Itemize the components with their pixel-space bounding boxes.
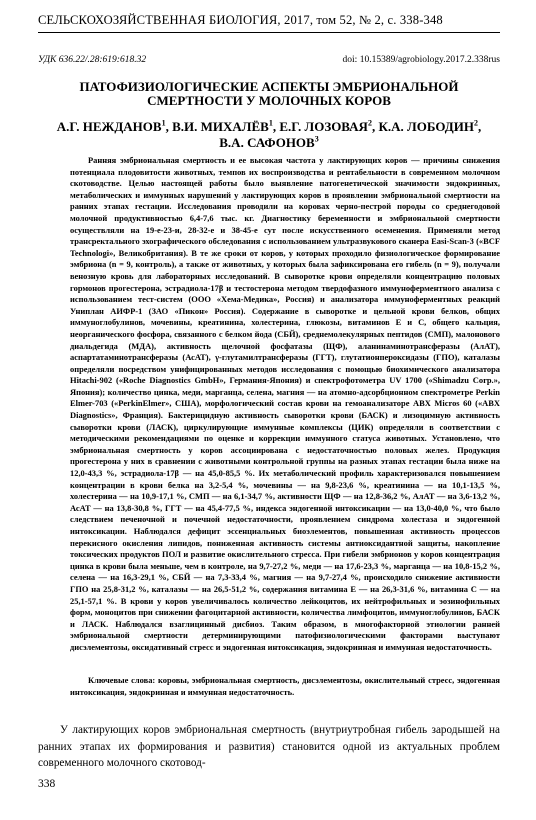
keywords-text: Ключевые слова: коровы, эмбриональная смертность, дисэлементозы, окислительный стресс, эндогенная интоксикация, эндокринная и иммунная недостаточность. bbox=[70, 675, 500, 697]
abstract bbox=[70, 155, 500, 654]
article-title-line-1: ПАТОФИЗИОЛОГИЧЕСКИЕ АСПЕКТЫ ЭМБРИОНАЛЬНОЙ bbox=[79, 79, 459, 94]
author: Е.Г. ЛОЗОВАЯ$^2$, bbox=[279, 118, 379, 134]
author: А.Г. НЕЖДАНОВ$^1$, bbox=[56, 118, 173, 134]
intro-paragraph bbox=[38, 722, 500, 772]
page-number: 338 bbox=[38, 778, 56, 790]
keywords bbox=[70, 675, 500, 698]
article-title bbox=[38, 80, 500, 108]
abstract-text: Ранняя эмбриональная смертность и ее высокая частота у лактирующих коров — причины снижения потенциала плодовитости животных, темпов их воспроизводства и рентабельности в современном молочном скотоводстве. Целью настоящей работы было выявление патогенетической значимости эндокринных, метаболических и иммунных нарушений у лактирующих коров в проявлении эмбриональной смертности на ранних этапах гестации. Исследования проводили на коровах черно-пестрой породы со среднегодовой молочной продуктивностью 6,4-7,6 тыс. кг. Диагностику беременности и эмбриональной смертности осуществляли на 19-е-23-и, 28-32-е и 38-45-е сут после искусственного осеменения. Применяли метод трансректального эхографического обследования с использованием ультразвукового сканера Easi-Scan-3 («BCF Technologi», Великобритания). В те же сроки от коров, у которых проходило физиологическое формирование эмбриона (n = 9, контроль), а также от животных, у которых была зафиксирована его гибель (n = 9), получали венозную кровь для лабораторных исследований. В сыворотке крови определяли концентрацию половых гормонов прогестерона, эстрадиола-17β и тестостерона методом твердофазного иммуноферментного анализа с использованием тест-систем (ООО «Хема-Медика», Россия) и анализатора иммуноферментных реакций Униплан АИФР-1 (ЗАО «Пикон» Россия). Содержание в сыворотке и цельной крови белков, общих иммуноглобулинов, мочевины, креатинина, холестерина, глюкозы, витаминов Е и С, общего кальция, неорганического фосфора, связанного с белком йода (СБЙ), среднемолекулярных пептидов (СМП), малонового диальдегида (МДА), активность щелочной фосфатазы (ЩФ), аланинаминотрансферазы (АлАТ), аспартатаминотрансферазы (АсАТ), γ-глутамилтрансферазы (ГГТ), глутатионпероксидазы (ГПО), каталазы определяли посредством унифицированных методов исследования с помощью биохимического анализатора Hitachi-902 («Roche Diagnostics GmbH», Германия-Япония) и спектрофотометра UV 1700 («Shimadzu Corp.», Япония); количество цинка, меди, марганца, селена, магния — на атомно-адсорбционном спектрометре Perkin Elmer-703 («PerkinElmer», США), морфологический состав крови на гемоанализаторе ABX Micros 60 («ABX Diagnostics», Франция). Бактерицидную активность сыворотки крови (БАСК) и лизоцимную активность сыворотки крови (ЛАСК), циркулирующие иммунные комплексы (ЦИК) определяли в соответствии с методическими рекомендациями по оценке и коррекции иммунного статуса животных. Установлено, что эмбриональная смертность у коров ассоциирована с недостаточностью половых желез. Продукция прогестерона у них в сравнении с животными контрольной группы на разных этапах гестации была ниже на 12,0-43,3 %, эстрадиола-17β — на 45,0-85,5 %. Их метаболический профиль характеризовался повышением концентрации в крови белка на 3,2-5,4 %, мочевины — на 9,8-23,6 %, креатинина — на 10,1-13,5 %, холестерина — на 10,9-17,1 %, СМП — на 6,1-34,7 %, активности ЩФ — на 12,8-36,2 %, АлАТ — на 3,6-13,2 %, АсАТ — на 13,8-30,8 %, ГГТ — на 45,4-77,5 %, индекса эндогенной интоксикации — на 13,0-40,0 %, что было следствием печеночной и почечной недостаточности, проявлением синдрома холестаза и эндогенной интоксикации. Наблюдался дефицит эссенциальных биоэлементов, повышенная активность процессов перекисного окисления липидов, пониженная активность системы антиоксидантной защиты, накопление токсических продуктов ПОЛ и развитие окислительного стресса. При гибели эмбрионов у коров концентрация цинка в крови была меньше, чем в контроле, на 9,7-27,2 %, меди — на 17,6-23,3 %, марганца — на 10,8-15,2 %, селена — на 16,3-29,1 %, СБЙ — на 7,3-33,4 %, магния — на 9,7-27,4 %, происходило снижение активности ГПО на 25,8-31,2 %, каталазы — на 26,5-51,2 %, содержания витамина Е — на 26,3-31,6 %, витамина С — на 25,1-57,1 %. В крови у коров увеличивалось количество лейкоцитов, их нейтрофильных и эозинофильных форм, моноцитов при снижении фагоцитарной активности, количества лимфоцитов, иммуноглобулинов, БАСК и ЛАСК. Наблюдался взаглицинный дисбиоз. Таким образом, в многофакторной этиологии ранней эмбриональной смертности детерминирующими патофизиологическими факторами выступают дисэлементозы, оксидативный стресс и эндогенная интоксикация, эндокринная и иммунная недостаточность. bbox=[70, 155, 500, 652]
article-title-line-2: СМЕРТНОСТИ У МОЛОЧНЫХ КОРОВ bbox=[147, 93, 391, 108]
author-list bbox=[38, 119, 500, 151]
header-rule bbox=[38, 32, 500, 33]
doi-link[interactable]: doi: 10.15389/agrobiology.2017.2.338rus bbox=[342, 55, 500, 65]
author: К.А. ЛОБОДИН$^2$, bbox=[378, 118, 482, 134]
author: В.И. МИХАЛЁВ$^1$, bbox=[172, 118, 280, 134]
running-header: СЕЛЬСКОХОЗЯЙСТВЕННАЯ БИОЛОГИЯ, 2017, том 52, № 2, с. 338-348 bbox=[38, 13, 443, 27]
intro-text: У лактирующих коров эмбриональная смертность (внутриутробная гибель зародышей на ранних этапах их формирования и развития) становится одной из актуальных проблем современного молочного скотовод- bbox=[38, 724, 500, 769]
author: В.А. САФОНОВ$^3$ bbox=[219, 134, 319, 150]
udc-code: УДК 636.22/.28:619:618.32 bbox=[38, 55, 147, 65]
